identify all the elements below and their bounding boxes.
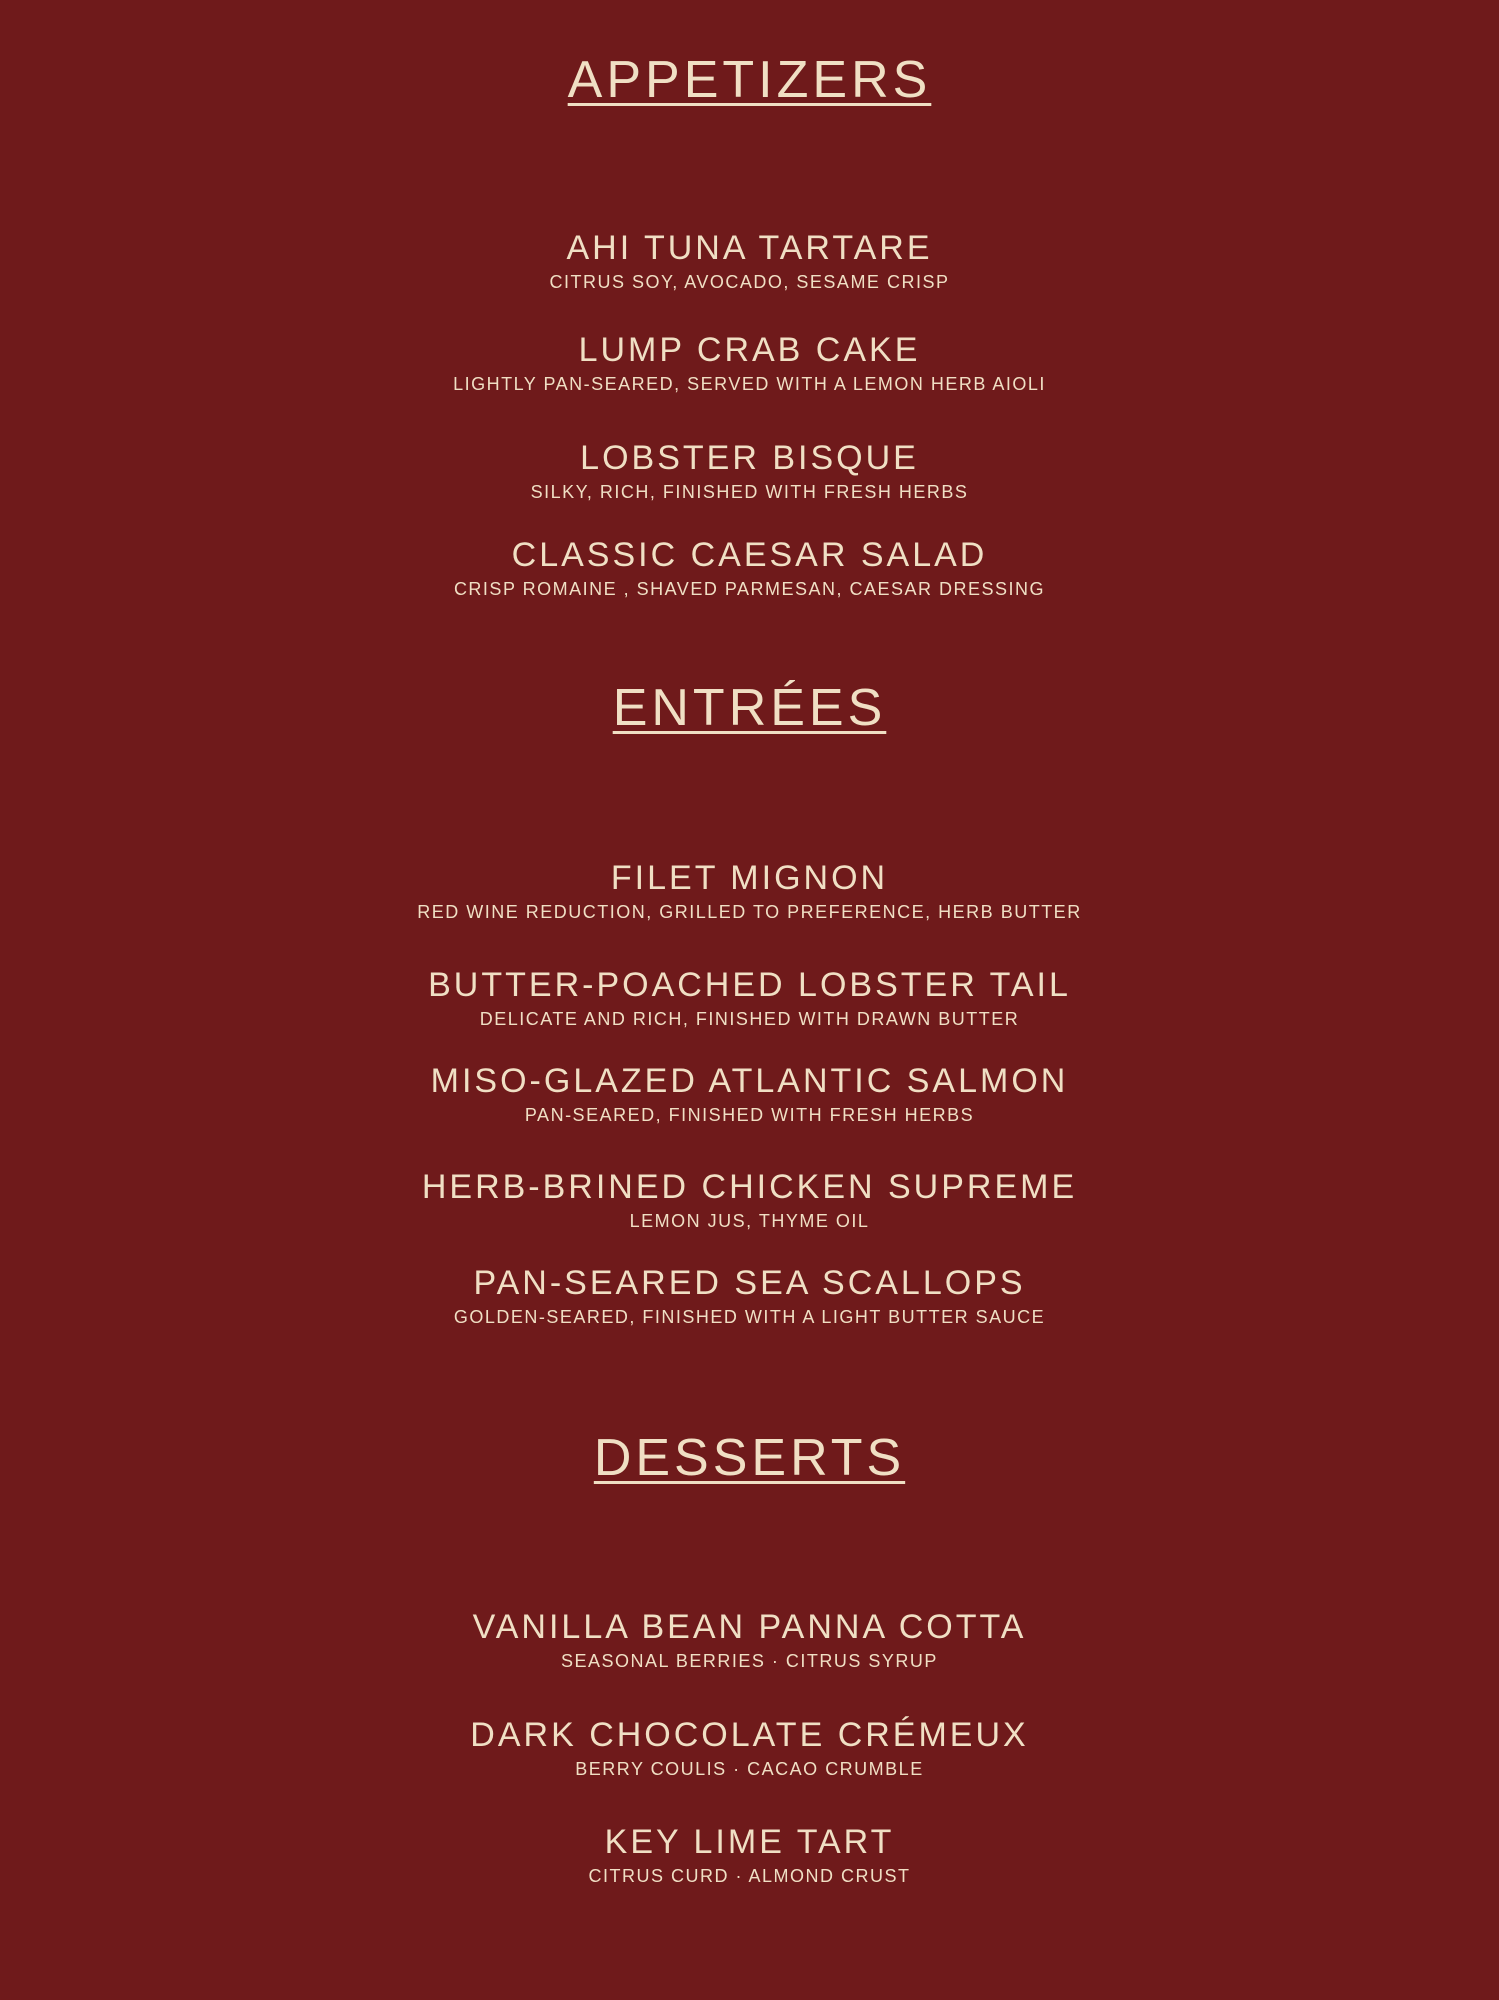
menu-item-name: CLASSIC CAESAR SALAD (511, 536, 988, 574)
menu-item-desc: PAN-SEARED, FINISHED WITH FRESH HERBS (524, 1105, 975, 1125)
menu-item-desc: CITRUS SOY, AVOCADO, SESAME CRISP (549, 272, 950, 292)
section-title-appetizers: APPETIZERS (567, 51, 932, 109)
menu-item-desc: CRISP ROMAINE , SHAVED PARMESAN, CAESAR DRESSING (453, 579, 1046, 599)
menu-item-name: AHI TUNA TARTARE (566, 229, 933, 267)
menu-item-name: PAN-SEARED SEA SCALLOPS (473, 1264, 1026, 1302)
menu-item-desc: LIGHTLY PAN-SEARED, SERVED WITH A LEMON HERB AIOLI (453, 374, 1046, 394)
menu-item-desc: BERRY COULIS · CACAO CRUMBLE (575, 1759, 924, 1779)
menu-item-name: DARK CHOCOLATE CRÉMEUX (470, 1716, 1029, 1754)
menu-item-name: LOBSTER BISQUE (580, 439, 919, 477)
menu-item-name: HERB-BRINED CHICKEN SUPREME (421, 1168, 1078, 1206)
section-title-desserts: DESSERTS (593, 1429, 906, 1487)
menu-item-desc: RED WINE REDUCTION, GRILLED TO PREFERENCE, HERB BUTTER (417, 902, 1082, 922)
menu-item-name: BUTTER-POACHED LOBSTER TAIL (428, 966, 1071, 1004)
menu-item-name: VANILLA BEAN PANNA COTTA (472, 1608, 1027, 1646)
menu-item-name: MISO-GLAZED ATLANTIC SALMON (430, 1062, 1069, 1100)
menu-item-desc: GOLDEN-SEARED, FINISHED WITH A LIGHT BUTTER SAUCE (453, 1307, 1046, 1327)
section-title-entrees: ENTRÉES (612, 679, 887, 737)
menu-item-name: FILET MIGNON (610, 859, 889, 897)
menu-item-name: LUMP CRAB CAKE (578, 331, 921, 369)
menu-item-desc: CITRUS CURD · ALMOND CRUST (588, 1866, 911, 1886)
menu-item-name: KEY LIME TART (604, 1823, 895, 1861)
menu-item-desc: SEASONAL BERRIES · CITRUS SYRUP (561, 1651, 938, 1671)
menu-item-desc: SILKY, RICH, FINISHED WITH FRESH HERBS (530, 482, 969, 502)
menu-item-desc: DELICATE AND RICH, FINISHED WITH DRAWN BUTTER (479, 1009, 1020, 1029)
menu-item-desc: LEMON JUS, THYME OIL (629, 1211, 870, 1231)
